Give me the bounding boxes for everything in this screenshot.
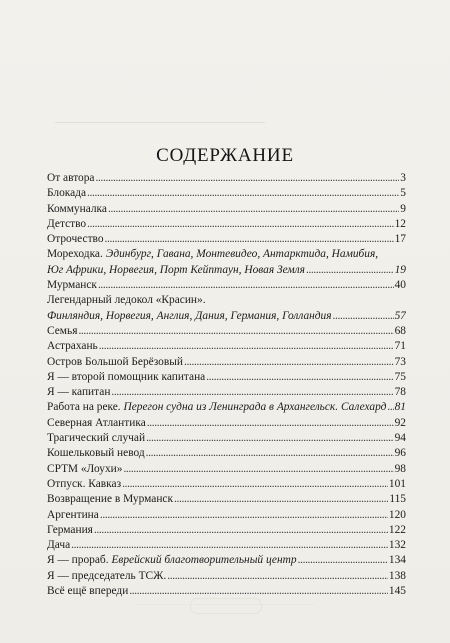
toc-entry-label bbox=[47, 278, 97, 293]
toc-entry-leader-dots bbox=[95, 171, 399, 186]
toc-entry-leader-dots bbox=[147, 416, 394, 431]
toc-entry-leader-dots bbox=[206, 370, 393, 385]
toc-entry bbox=[47, 293, 406, 308]
toc-entry-leader-dots bbox=[122, 477, 388, 492]
toc-entry-page-number: 12 bbox=[394, 217, 406, 230]
toc-entry-page-number: 75 bbox=[394, 370, 406, 383]
toc-entry-label bbox=[47, 431, 145, 446]
toc-entry-label-text: Легендарный ледокол «Красин». bbox=[47, 294, 206, 307]
toc-entry-page-number: 68 bbox=[394, 324, 406, 337]
toc-entry-page-number: 122 bbox=[388, 523, 406, 536]
toc-entry bbox=[47, 278, 406, 293]
toc-entry-page-number: 101 bbox=[388, 477, 406, 490]
toc-entry bbox=[47, 400, 406, 415]
toc-entry bbox=[47, 385, 406, 400]
toc-entry-label bbox=[47, 309, 332, 324]
toc-entry-page-number: 92 bbox=[394, 416, 406, 429]
toc-entry-label bbox=[47, 462, 122, 477]
toc-entry-page-number: 145 bbox=[388, 585, 406, 598]
toc-entry-page-number: 57 bbox=[394, 309, 406, 322]
toc-entry-label-italic: Юг Африки, Норвегия, Порт Кейптаун, Новая Земля bbox=[47, 263, 305, 276]
toc-entry-label bbox=[47, 446, 145, 461]
toc-entry-page-number: 81 bbox=[394, 401, 406, 414]
toc-entry-label-italic: Эдинбург, Гавана, Монтевидео, Антарктида, Намибия, bbox=[105, 248, 379, 261]
toc-entry-page-number: 5 bbox=[400, 187, 406, 200]
toc-entry-label-text: Астрахань bbox=[47, 340, 98, 353]
toc-entry-page-number: 9 bbox=[400, 202, 406, 215]
show-through-rule bbox=[55, 122, 265, 123]
toc-entry-label bbox=[47, 294, 206, 306]
toc-entry-label-text: Отпуск. Кавказ bbox=[47, 477, 122, 490]
toc-entry bbox=[47, 523, 406, 538]
toc-entry bbox=[47, 339, 406, 354]
toc-entry-leader-dots bbox=[87, 217, 393, 232]
toc-entry-label bbox=[47, 263, 305, 278]
toc-entry bbox=[47, 263, 406, 278]
toc-entry-leader-dots bbox=[306, 263, 394, 278]
toc-entry bbox=[47, 508, 406, 523]
toc-entry-page-number: 71 bbox=[394, 340, 406, 353]
toc-entry-page-number: 78 bbox=[394, 386, 406, 399]
toc-entry-label-text: Мореходка. bbox=[47, 248, 103, 261]
toc-entry-leader-dots bbox=[105, 232, 394, 247]
toc-entry-page-number: 19 bbox=[394, 263, 406, 276]
toc-entry-leader-dots bbox=[98, 278, 394, 293]
toc-entry-label-italic: Перегон судна из Ленинграда в Архангельск. Салехард bbox=[123, 401, 387, 414]
toc-entry bbox=[47, 446, 406, 461]
toc-entry-label-text: Семья bbox=[47, 324, 78, 337]
toc-entry-label-text: Дача bbox=[47, 539, 71, 552]
toc-entry bbox=[47, 186, 406, 201]
toc-entry-leader-dots bbox=[184, 355, 394, 370]
toc-entry bbox=[47, 553, 406, 568]
toc-entry-label-text: Блокада bbox=[47, 187, 87, 200]
toc-entry bbox=[47, 355, 406, 370]
toc-entry-leader-dots bbox=[94, 523, 388, 538]
toc-entry-label-text: Всё ещё впереди bbox=[47, 585, 129, 598]
toc-entry-label-text: Аргентина bbox=[47, 508, 99, 521]
toc-entry bbox=[47, 477, 406, 492]
toc-entry-label bbox=[47, 538, 70, 553]
toc-entry-label-italic: Финляндия, Норвегия, Англия, Дания, Германия, Голландия bbox=[47, 309, 332, 322]
toc-entry bbox=[47, 324, 406, 339]
toc-entry-page-number: 98 bbox=[394, 462, 406, 475]
toc-entry-label bbox=[47, 217, 86, 232]
toc-entry-label bbox=[47, 202, 107, 217]
toc-entry-label bbox=[47, 339, 98, 354]
toc-entry-page-number: 132 bbox=[388, 539, 406, 552]
toc-entry-leader-dots bbox=[129, 584, 388, 599]
toc-entry bbox=[47, 538, 406, 553]
toc-entry-label bbox=[47, 355, 183, 370]
toc-entry bbox=[47, 370, 406, 385]
toc-entry-label-text: СРТМ «Лоухи» bbox=[47, 462, 123, 475]
toc-entry-leader-dots bbox=[111, 385, 393, 400]
toc-entry-leader-dots bbox=[387, 400, 393, 415]
toc-entry-label bbox=[47, 186, 86, 201]
toc-entry-label bbox=[47, 171, 94, 186]
toc-entry-label-text: Я — прораб. bbox=[47, 554, 109, 567]
toc-entry bbox=[47, 416, 406, 431]
toc-entry-label-text: Коммуналка bbox=[47, 202, 107, 215]
toc-entry-leader-dots bbox=[71, 538, 388, 553]
toc-entry-leader-dots bbox=[333, 309, 394, 324]
toc-entry-label-text: Возвращение в Мурманск bbox=[47, 493, 174, 506]
toc-entry bbox=[47, 217, 406, 232]
toc-entry-label bbox=[47, 492, 173, 507]
toc-entry-page-number: 120 bbox=[388, 508, 406, 521]
toc-entry-label bbox=[47, 569, 166, 584]
toc-entry-label bbox=[47, 508, 99, 523]
toc-entry-label-text: Отрочество bbox=[47, 233, 104, 246]
toc-entry-label-text: Я — председатель ТСЖ. bbox=[47, 569, 167, 582]
toc-entry-label-text: Германия bbox=[47, 523, 93, 536]
toc-entry-label-text: Трагический случай bbox=[47, 432, 146, 445]
toc-entry-label bbox=[47, 523, 93, 538]
toc-entry-label-text: Детство bbox=[47, 217, 87, 230]
toc-entry-label-text: Кошельковый невод bbox=[47, 447, 145, 460]
toc-entry-page-number: 40 bbox=[394, 279, 406, 292]
toc-entry-leader-dots bbox=[167, 569, 388, 584]
toc-entry-leader-dots bbox=[108, 202, 399, 217]
toc-entry-label-text: Я — капитан bbox=[47, 386, 111, 399]
toc-entry-page-number: 134 bbox=[388, 554, 406, 567]
toc-entry-page-number: 96 bbox=[394, 447, 406, 460]
toc-entry-leader-dots bbox=[174, 492, 388, 507]
toc-entry bbox=[47, 309, 406, 324]
page-title: СОДЕРЖАНИЕ bbox=[156, 144, 294, 166]
toc-entry bbox=[47, 492, 406, 507]
toc-entry bbox=[47, 431, 406, 446]
toc-entry-leader-dots bbox=[123, 462, 393, 477]
toc-entry bbox=[47, 232, 406, 247]
toc-entry-leader-dots bbox=[99, 339, 394, 354]
toc-entry-leader-dots bbox=[100, 508, 388, 523]
toc-entry-label-text: Я — второй помощник капитана bbox=[47, 370, 206, 383]
toc-entry-label-text: Работа на реке. bbox=[47, 401, 121, 414]
toc-entry-label bbox=[47, 416, 146, 431]
toc-entry-label bbox=[47, 247, 378, 262]
toc-entry-label bbox=[47, 370, 205, 385]
toc-entry-leader-dots bbox=[146, 446, 394, 461]
toc-entry-label-text: Остров Большой Берёзовый bbox=[47, 355, 183, 368]
toc-entry-page-number: 17 bbox=[394, 233, 406, 246]
toc-entry-label-text: Мурманск bbox=[47, 279, 97, 292]
toc-entry-leader-dots bbox=[87, 186, 399, 201]
toc-entry bbox=[47, 569, 406, 584]
toc-entry-leader-dots bbox=[78, 324, 393, 339]
show-through-ornament bbox=[190, 598, 262, 614]
toc-entry-leader-dots bbox=[146, 431, 394, 446]
toc-entry bbox=[47, 462, 406, 477]
toc-entry-label bbox=[47, 477, 121, 492]
toc-entry-page-number: 94 bbox=[394, 432, 406, 445]
toc-entry-page-number: 115 bbox=[389, 493, 406, 506]
toc-entry bbox=[47, 247, 406, 262]
toc-entry-label-text: Северная Атлантика bbox=[47, 416, 146, 429]
toc-entry-page-number: 3 bbox=[400, 172, 406, 184]
toc-entry-label-italic: Еврейский благотворительный центр bbox=[111, 554, 297, 567]
toc-entry-label bbox=[47, 232, 104, 247]
toc-entry-label-text: От автора bbox=[47, 172, 95, 184]
toc-entry-label bbox=[47, 400, 386, 415]
toc-entry-page-number: 73 bbox=[394, 355, 406, 368]
toc-entry bbox=[47, 202, 406, 217]
toc-entry-leader-dots bbox=[298, 553, 388, 568]
toc-entry-label bbox=[47, 584, 128, 599]
toc-entry-label bbox=[47, 385, 110, 400]
toc-entry-label bbox=[47, 553, 297, 568]
table-of-contents bbox=[47, 171, 406, 599]
toc-entry bbox=[47, 171, 406, 186]
toc-entry-label bbox=[47, 324, 77, 339]
toc-entry-page-number: 138 bbox=[388, 569, 406, 582]
